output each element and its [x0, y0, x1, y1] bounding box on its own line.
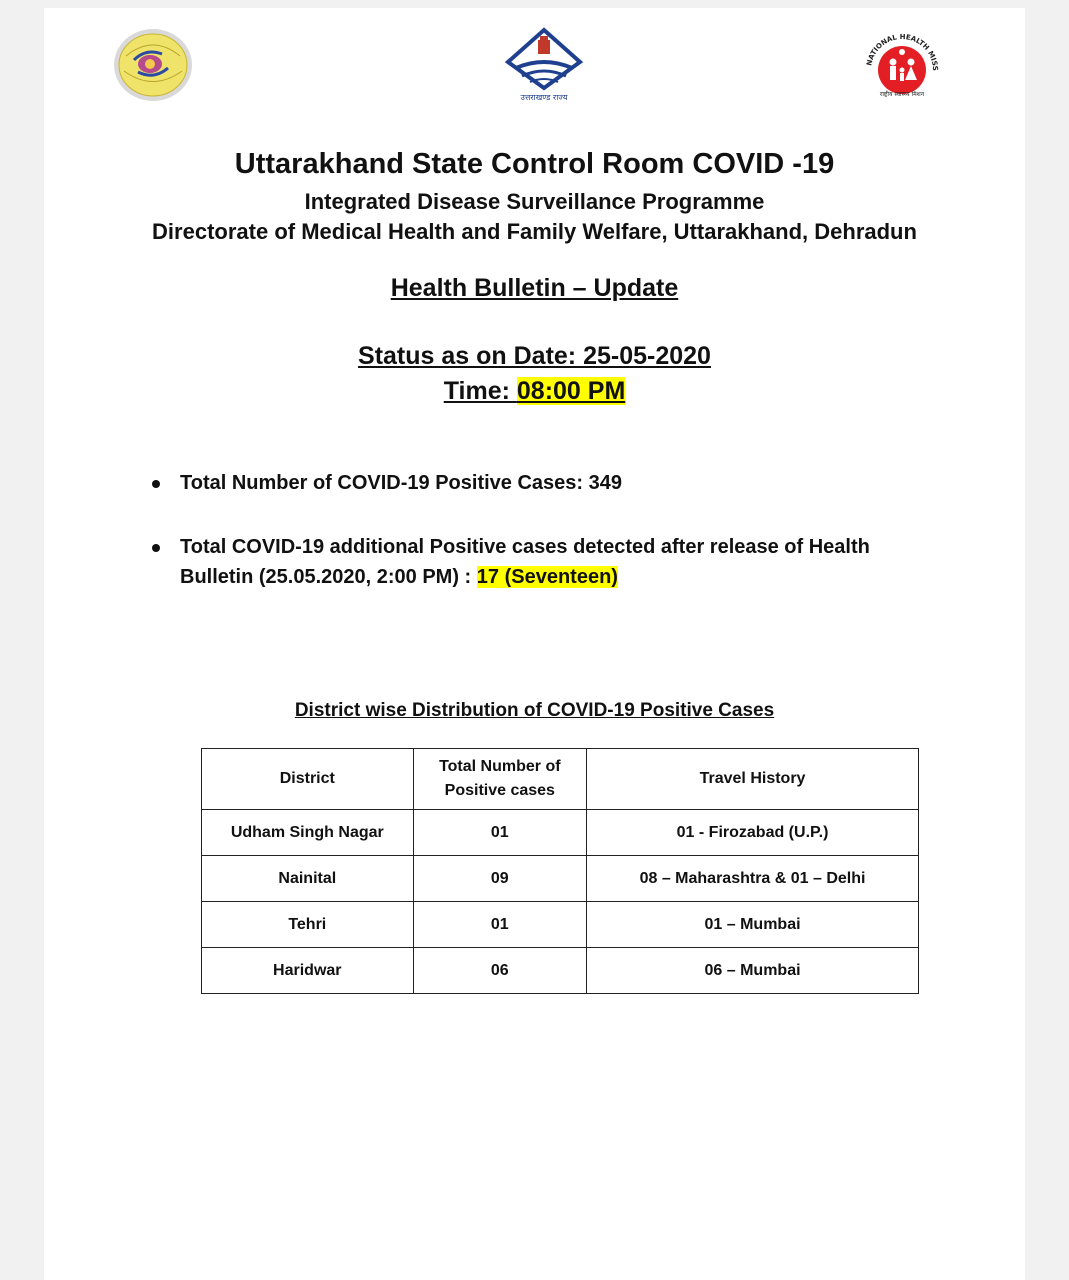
- document-page: [44, 8, 1025, 1280]
- bulletin-heading: [44, 274, 1025, 303]
- directorate-name: Directorate of Medical Health and Family Welfare, Uttarakhand, Dehradun: [152, 219, 917, 244]
- center-logo-caption: उत्तराखण्ड राज्य: [520, 93, 568, 102]
- additional-cases-value: 17 (Seventeen): [476, 566, 618, 588]
- district-cell: Haridwar: [202, 948, 414, 994]
- summary-list: [152, 468, 932, 592]
- cases-cell: 09: [413, 856, 586, 902]
- header-district: District: [202, 749, 414, 810]
- table-row: [202, 902, 919, 948]
- table-row: [202, 810, 919, 856]
- status-date-line: [44, 342, 1025, 371]
- bullet-icon: [152, 544, 160, 552]
- travel-cell: 06 – Mumbai: [587, 948, 919, 994]
- header-total-cases: Total Number of Positive cases: [413, 749, 586, 810]
- total-cases-text: Total Number of COVID-19 Positive Cases: 349: [180, 472, 622, 494]
- header-travel-history: Travel History: [587, 749, 919, 810]
- programme-name: Integrated Disease Surveillance Programme: [304, 189, 765, 214]
- state-control-room-logo: [112, 26, 194, 104]
- nhm-caption: राष्ट्रीय स्वास्थ्य मिशन: [879, 91, 925, 98]
- travel-cell: 01 - Firozabad (U.P.): [587, 810, 919, 856]
- district-table: [201, 748, 919, 994]
- district-cell: Nainital: [202, 856, 414, 902]
- time-label: Time:: [443, 377, 517, 405]
- travel-cell: 01 – Mumbai: [587, 902, 919, 948]
- additional-cases-text: Total COVID-19 additional Positive cases detected after release of Health Bulletin (25.05.2020, 2:00 PM) :: [180, 536, 870, 588]
- uttarakhand-govt-logo: [494, 26, 594, 106]
- table-title: District wise Distribution of COVID-19 Positive Cases: [294, 700, 775, 721]
- district-cell: Tehri: [202, 902, 414, 948]
- travel-cell: 08 – Maharashtra & 01 – Delhi: [587, 856, 919, 902]
- list-item: [152, 532, 932, 592]
- list-item: [152, 468, 932, 498]
- time-value: 08:00 PM: [516, 377, 626, 405]
- national-health-mission-logo: [859, 30, 945, 102]
- time-line: [44, 377, 1025, 406]
- bulletin-title: Health Bulletin – Update: [390, 274, 679, 302]
- document-title: Uttarakhand State Control Room COVID -19: [234, 148, 835, 180]
- cases-cell: 06: [413, 948, 586, 994]
- bullet-icon: [152, 480, 160, 488]
- table-header-row: [202, 749, 919, 810]
- status-date: Status as on Date: 25-05-2020: [358, 342, 711, 370]
- table-row: [202, 948, 919, 994]
- nhm-ring-text: NATIONAL HEALTH MISS: [865, 32, 940, 72]
- district-cell: Udham Singh Nagar: [202, 810, 414, 856]
- table-row: [202, 856, 919, 902]
- cases-cell: 01: [413, 902, 586, 948]
- cases-cell: 01: [413, 810, 586, 856]
